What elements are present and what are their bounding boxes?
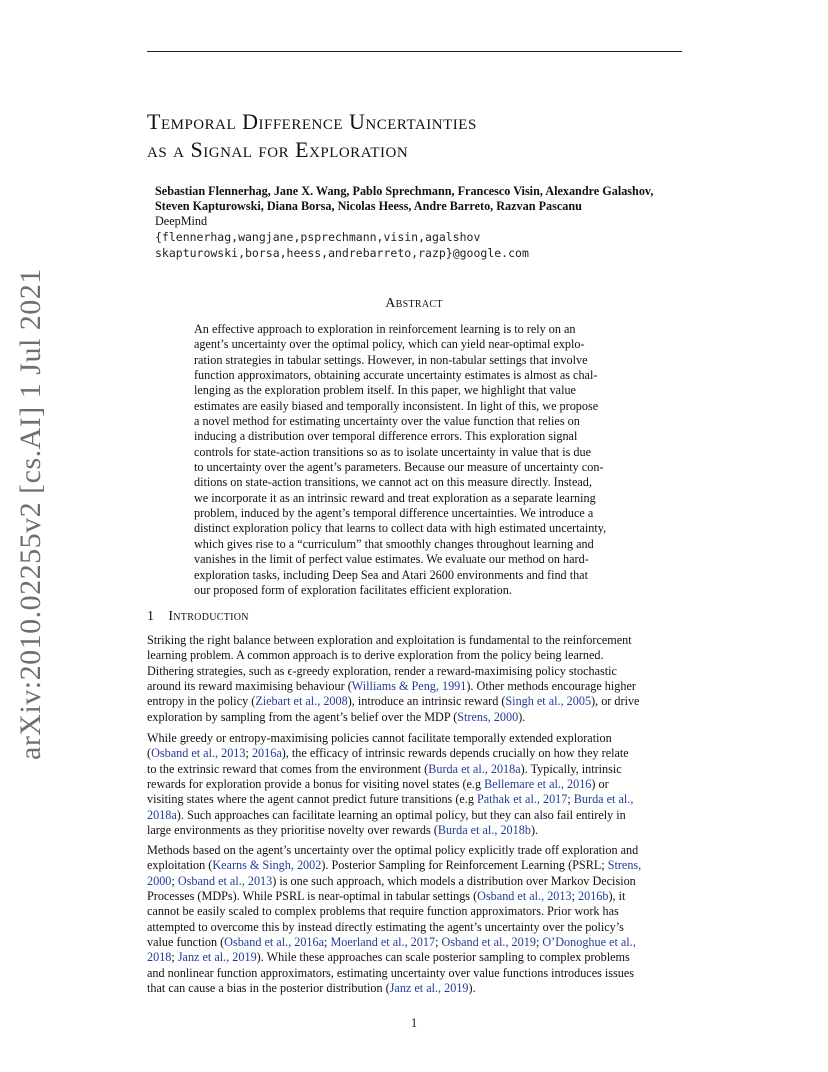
paragraph-text: ). (518, 709, 526, 724)
paragraph-line (147, 950, 685, 965)
paragraph-text: large environments as they prioritise novelty over rewards ( (147, 823, 438, 838)
paragraph-text: ), introduce an intrinsic reward ( (347, 694, 506, 709)
citation-link[interactable]: Janz et al., 2019 (177, 950, 257, 965)
paragraph-text: ). Other methods encourage higher (466, 679, 636, 694)
paragraph-text: ; (171, 873, 178, 888)
abstract-line: function approximators, obtaining accurate uncertainty estimates is almost as chal- (194, 368, 598, 383)
section-number: 1 (147, 609, 155, 624)
paragraph-text: ). (530, 823, 539, 838)
citation-link[interactable]: Osband et al., 2013 (151, 746, 246, 761)
abstract-line: to uncertainty over the agent’s parameters. Because our measure of uncertainty con- (194, 460, 604, 475)
paragraph-text: ; (324, 935, 331, 950)
citation-link[interactable]: 2000 (147, 873, 172, 888)
citation-link[interactable]: Ziebart et al., 2008 (255, 694, 348, 709)
abstract-line: estimates are easily biased and temporally inconsistent. In light of this, we propose (194, 398, 599, 413)
section-title: Introduction (168, 609, 249, 624)
paragraph-line (147, 823, 685, 838)
paragraph-line (147, 664, 685, 679)
paragraph-text: ), or drive (591, 694, 640, 709)
paragraph-text: Processes (MDPs). While PSRL is near-optimal in tabular settings ( (147, 889, 478, 904)
title-line: as a Signal for Exploration (147, 137, 409, 162)
author-line: Sebastian Flennerhag, Jane X. Wang, Pablo Sprechmann, Francesco Visin, Alexandre Galashov, (155, 184, 654, 198)
intro-paragraph-1 (147, 633, 685, 725)
paragraph-line (147, 808, 685, 823)
abstract-line: controls for state-action transitions so as to isolate uncertainty in value that is due (194, 444, 592, 459)
paragraph-text: ( (147, 746, 152, 761)
citation-link[interactable]: Strens, (607, 858, 642, 873)
paragraph-text: Striking the right balance between exploration and exploitation is fundamental to the reinforcement (147, 633, 632, 647)
paragraph-line (147, 935, 685, 950)
paragraph-line (147, 777, 685, 792)
citation-link[interactable]: Osband et al., 2013 (177, 873, 273, 888)
paragraph-line (147, 762, 685, 777)
citation-link[interactable]: Janz et al., 2019 (389, 981, 469, 996)
citation-link[interactable]: 2018a (147, 807, 177, 822)
citation-link[interactable]: O’Donoghue et al., (542, 935, 636, 950)
paragraph-text: ), the efficacy of intrinsic rewards depends crucially on how they relate (281, 746, 629, 761)
paragraph-line (147, 966, 685, 981)
paragraph-text: ; (535, 935, 543, 950)
title-line: Temporal Difference Uncertainties (147, 109, 477, 134)
paragraph-line (147, 874, 685, 889)
paragraph-text: attempted to overcome this by instead directly estimating the agent’s uncertainty over the policy’s (147, 919, 624, 934)
abstract-line: vanishes in the limit of perfect value estimates. We evaluate our method on hard- (194, 552, 589, 567)
paragraph-text: value function ( (147, 935, 225, 950)
abstract-line: our proposed form of exploration facilitates efficient exploration. (194, 582, 512, 597)
paragraph-text: While greedy or entropy-maximising policies cannot facilitate temporally extended exploration (147, 731, 612, 745)
paragraph-line (147, 746, 685, 761)
paragraph-text: exploitation ( (147, 858, 213, 873)
citation-link[interactable]: Pathak et al., 2017 (476, 792, 568, 807)
author-line: Steven Kapturowski, Diana Borsa, Nicolas Heess, Andre Barreto, Razvan Pascanu (155, 199, 582, 213)
abstract-line: problem, induced by the agent’s temporal difference uncertainties. We introduce a (194, 506, 594, 521)
abstract-line: which gives rise to a “curriculum” that smoothly changes throughout learning and (194, 536, 594, 551)
author-emails (155, 229, 529, 261)
paragraph-line (147, 920, 685, 935)
paragraph-text: ). Posterior Sampling for Reinforcement Learning (PSRL; (321, 858, 608, 873)
paragraph-line (147, 694, 685, 709)
intro-paragraph-3 (147, 843, 685, 996)
abstract-line: lenging as the exploration problem itself. In this paper, we highlight that value (194, 383, 576, 398)
email-line: {flennerhag,wangjane,psprechmann,visin,agalshov (155, 230, 481, 244)
paragraph-text: ; (435, 935, 442, 950)
paragraph-text: ), it (608, 889, 626, 904)
paragraph-text: visiting states where the agent cannot predict future transitions (e.g (147, 792, 477, 807)
citation-link[interactable]: Burda et al., 2018b (437, 823, 531, 838)
paragraph-text: ; (571, 889, 579, 904)
abstract-line: we incorporate it as an intrinsic reward and treat exploration as a separate learning (194, 490, 596, 505)
paragraph-line (147, 710, 685, 725)
affiliation: DeepMind (155, 214, 208, 228)
citation-link[interactable]: Osband et al., 2016a (224, 935, 325, 950)
abstract-line: ditions on state-action transitions, we cannot act on this measure directly. Instead, (194, 475, 592, 490)
abstract-heading: Abstract (385, 296, 443, 311)
paragraph-text: ). While these approaches can scale posterior sampling to complex problems (256, 950, 630, 965)
paragraph-text: that can cause a bias in the posterior distribution ( (147, 981, 390, 996)
author-list (155, 184, 725, 214)
abstract-line: An effective approach to exploration in reinforcement learning is to rely on an (194, 322, 576, 336)
paragraph-text: and nonlinear function approximators, estimating uncertainty over value functions introduces issues (147, 965, 635, 980)
paragraph-line (147, 679, 685, 694)
citation-link[interactable]: Kearns & Singh, 2002 (212, 858, 322, 873)
citation-link[interactable]: Williams & Peng, 1991 (351, 679, 467, 694)
paragraph-text: around its reward maximising behaviour ( (147, 679, 352, 694)
abstract-line: ration strategies in tabular settings. However, in non-tabular settings that involve (194, 352, 588, 367)
paragraph-line (147, 792, 685, 807)
citation-link[interactable]: Bellemare et al., 2016 (484, 777, 592, 792)
paragraph-text: cannot be easily scaled to complex problems that require function approximators. Prior work has (147, 904, 619, 919)
paragraph-text: ; (567, 792, 574, 807)
citation-link[interactable]: Osband et al., 2019 (441, 935, 536, 950)
paper-title (147, 108, 707, 164)
citation-link[interactable]: 2016b (578, 889, 609, 904)
intro-paragraph-2 (147, 731, 685, 838)
abstract-line: agent’s uncertainty over the optimal policy, which can yield near-optimal explo- (194, 337, 585, 352)
paragraph-text: to the extrinsic reward that comes from the environment ( (147, 761, 429, 776)
paragraph-line (147, 981, 685, 996)
paragraph-text: Dithering strategies, such as ϵ-greedy exploration, render a reward-maximising policy stochastic (147, 663, 617, 678)
paragraph-text: ; (171, 950, 178, 965)
paragraph-text: ). Typically, intrinsic (520, 761, 622, 776)
paragraph-text: learning problem. A common approach is to derive exploration from the policy being learned. (147, 648, 604, 663)
citation-link[interactable]: Burda et al., (573, 792, 634, 807)
top-rule (147, 51, 682, 52)
paragraph-text: ). (468, 981, 476, 996)
paragraph-text: Methods based on the agent’s uncertainty over the optimal policy explicitly trade off exploration and (147, 843, 639, 857)
abstract-line: a novel method for estimating uncertainty over the value function that relies on (194, 414, 580, 429)
section-heading-introduction (147, 609, 249, 625)
paragraph-line (147, 633, 685, 648)
citation-link[interactable]: 2016a (251, 746, 282, 761)
paragraph-text: ; (245, 746, 252, 761)
paragraph-text: rewards for exploration provide a bonus for visiting novel states (e.g (147, 777, 485, 792)
paragraph-line (147, 904, 685, 919)
paragraph-line (147, 858, 685, 873)
citation-link[interactable]: Burda et al., 2018a (428, 761, 521, 776)
paragraph-text: exploration by sampling from the agent’s belief over the MDP ( (147, 709, 458, 724)
page-number: 1 (410, 1016, 418, 1030)
abstract-line: exploration tasks, including Deep Sea and Atari 2600 environments and find that (194, 567, 588, 582)
abstract-line: inducing a distribution over temporal difference errors. This exploration signal (194, 429, 578, 444)
paragraph-text: ) is one such approach, which models a distribution over Markov Decision (272, 873, 636, 888)
arxiv-identifier-stamp: arXiv:2010.02255v2 [cs.AI] 1 Jul 2021 (14, 268, 47, 760)
abstract-body (194, 322, 636, 598)
citation-link[interactable]: 2018 (147, 950, 172, 965)
paragraph-text: entropy in the policy ( (147, 694, 256, 709)
email-line: skapturowski,borsa,heess,andrebarreto,razp}@google.com (155, 246, 529, 260)
paragraph-line (147, 648, 685, 663)
paragraph-text: ) or (591, 777, 609, 792)
citation-link[interactable]: Moerland et al., 2017 (330, 935, 436, 950)
abstract-line: distinct exploration policy that learns to collect data with high estimated uncertainty, (194, 521, 607, 536)
paragraph-text: ). Such approaches can facilitate learning an optimal policy, but they can also fail entirely in (176, 807, 626, 822)
citation-link[interactable]: Strens, 2000 (457, 709, 519, 724)
citation-link[interactable]: Singh et al., 2005 (505, 694, 592, 709)
citation-link[interactable]: Osband et al., 2013 (477, 889, 572, 904)
paragraph-line (147, 843, 685, 858)
paragraph-line (147, 731, 685, 746)
paragraph-line (147, 889, 685, 904)
